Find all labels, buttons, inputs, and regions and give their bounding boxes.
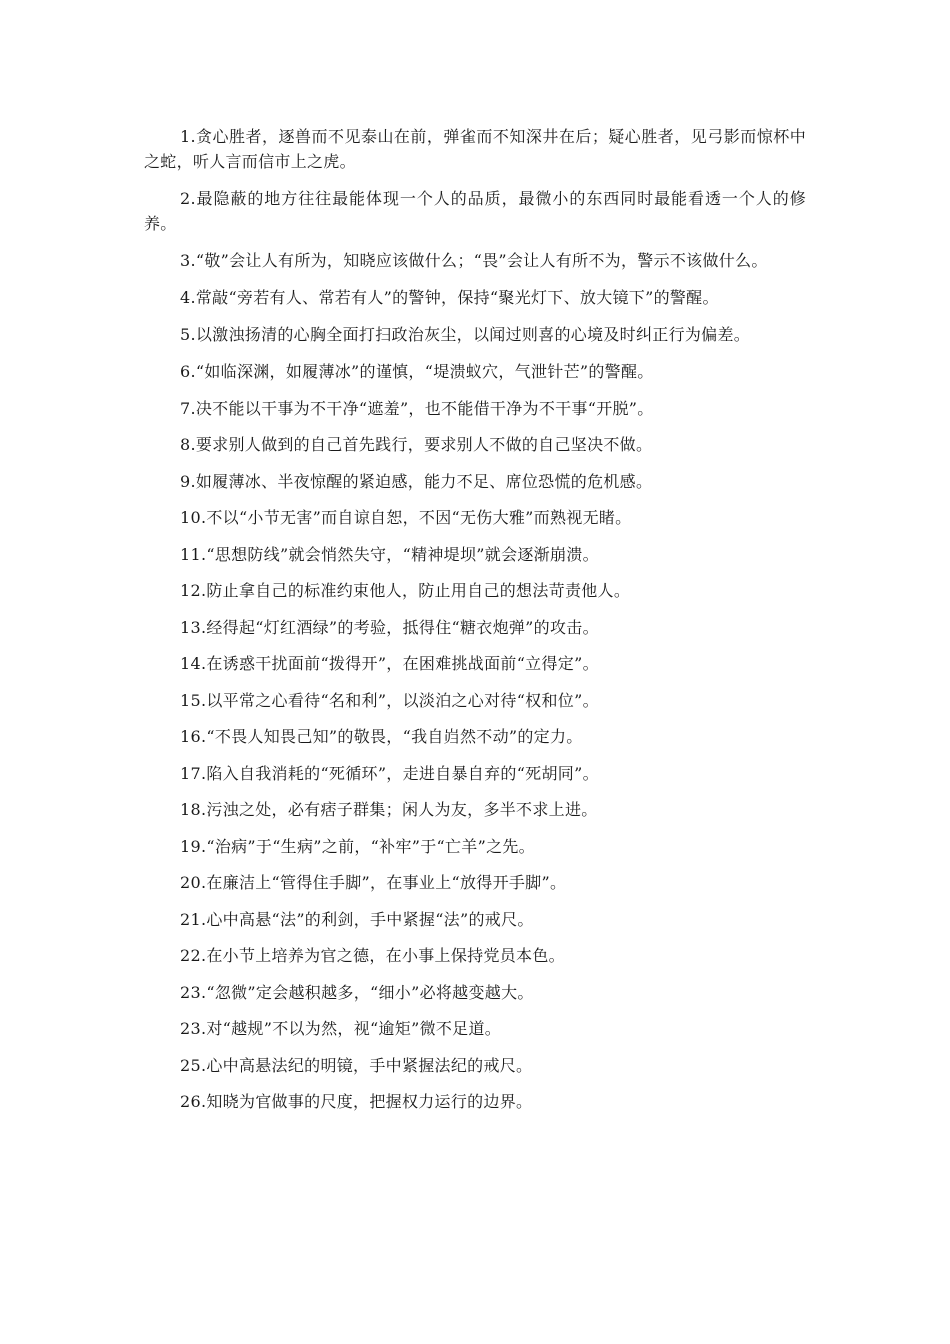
list-item: 22.在小节上培养为官之德，在小事上保持党员本色。 bbox=[180, 946, 565, 965]
list-item: 10.不以“小节无害”而自谅自恕，不因“无伤大雅”而熟视无睹。 bbox=[180, 508, 632, 527]
list-item: 21.心中高悬“法”的利剑，手中紧握“法”的戒尺。 bbox=[180, 909, 534, 929]
list-item: 8.要求别人做到的自己首先践行，要求别人不做的自己坚决不做。 bbox=[180, 435, 653, 454]
list-item: 11.“思想防线”就会悄然失守，“精神堤坝”就会逐渐崩溃。 bbox=[180, 544, 599, 564]
list-item: 16.“不畏人知畏己知”的敬畏，“我自岿然不动”的定力。 bbox=[180, 727, 583, 746]
list-item: 9.如履薄冰、半夜惊醒的紧迫感，能力不足、席位恐慌的危机感。 bbox=[180, 471, 653, 491]
list-item: 2.最隐蔽的地方往往最能体现一个人的品质，最微小的东西同时最能看透一个人的修养。 bbox=[144, 189, 806, 233]
list-item: 17.陷入自我消耗的“死循环”，走进自暴自弃的“死胡同”。 bbox=[180, 763, 599, 783]
list-item: 13.经得起“灯红酒绿”的考验，抵得住“糖衣炮弹”的攻击。 bbox=[180, 617, 599, 637]
list-item: 23.“忽微”定会越积越多，“细小”必将越变越大。 bbox=[180, 982, 534, 1002]
list-item: 18.污浊之处，必有痞子群集；闲人为友，多半不求上进。 bbox=[180, 800, 598, 819]
list-item: 7.决不能以干事为不干净“遮羞”，也不能借干净为不干事“开脱”。 bbox=[180, 398, 654, 418]
list-item: 26.知晓为官做事的尺度，把握权力运行的边界。 bbox=[180, 1092, 533, 1111]
list-item: 1.贪心胜者，逐兽而不见泰山在前，弹雀而不知深井在后；疑心胜者，见弓影而惊杯中之蛇，听人言而信市上之虎。 bbox=[144, 127, 806, 171]
list-item: 15.以平常之心看待“名和利”，以淡泊之心对待“权和位”。 bbox=[180, 690, 599, 710]
list-item: 25.心中高悬法纪的明镜，手中紧握法纪的戒尺。 bbox=[180, 1055, 533, 1075]
list-item: 3.“敬”会让人有所为，知晓应该做什么；“畏”会让人有所不为，警示不该做什么。 bbox=[180, 251, 768, 270]
list-item: 19.“治病”于“生病”之前，“补牢”于“亡羊”之先。 bbox=[180, 836, 535, 856]
list-item: 14.在诱惑干扰面前“拨得开”，在困难挑战面前“立得定”。 bbox=[180, 654, 599, 673]
list-item: 12.防止拿自己的标准约束他人，防止用自己的想法苛责他人。 bbox=[180, 581, 631, 600]
document-body bbox=[144, 124, 806, 1126]
list-item: 20.在廉洁上“管得住手脚”，在事业上“放得开手脚”。 bbox=[180, 873, 567, 892]
list-item: 4.常敲“旁若有人、常若有人”的警钟，保持“聚光灯下、放大镜下”的警醒。 bbox=[180, 288, 719, 307]
list-item: 23.对“越规”不以为然，视“逾矩”微不足道。 bbox=[180, 1019, 502, 1038]
list-item: 5.以激浊扬清的心胸全面打扫政治灰尘，以闻过则喜的心境及时纠正行为偏差。 bbox=[180, 325, 751, 344]
list-item: 6.“如临深渊，如履薄冰”的谨慎，“堤溃蚁穴，气泄针芒”的警醒。 bbox=[180, 362, 654, 381]
